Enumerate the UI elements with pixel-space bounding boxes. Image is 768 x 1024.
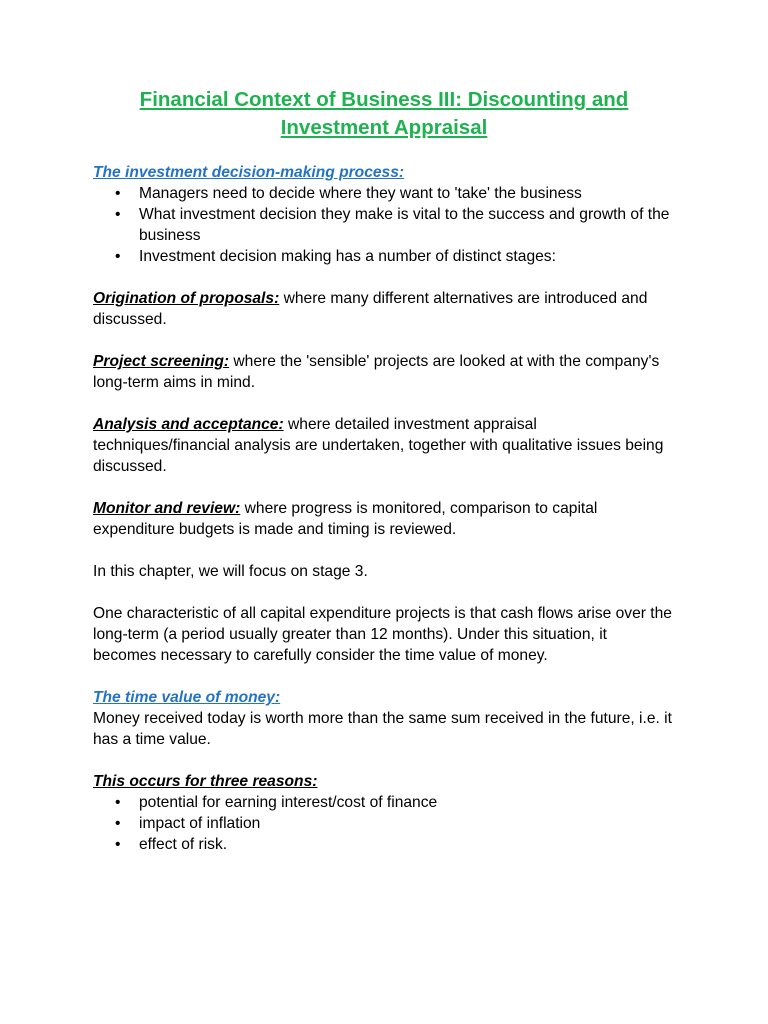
stage-label: Analysis and acceptance: [93, 416, 284, 433]
list-item: • What investment decision they make is vital to the success and growth of the business [93, 204, 673, 246]
list-item: • Managers need to decide where they want to 'take' the business [93, 183, 673, 204]
list-item: • Investment decision making has a number of distinct stages: [93, 246, 673, 267]
spacer [93, 582, 673, 603]
spacer [93, 540, 673, 561]
spacer [93, 750, 673, 771]
stage-monitor [93, 498, 673, 540]
stage-text: where detailed investment appraisal techniques/financial analysis are undertaken, together with qualitative issues being discussed. [93, 416, 664, 475]
stage-analysis [93, 414, 673, 477]
characteristic-paragraph: One characteristic of all capital expenditure projects is that cash flows arise over the long-term (a period usually greater than 12 months). Under this situation, it becomes necessary to carefully consider the time value of money. [93, 605, 672, 664]
stage-text: where the 'sensible' projects are looked at with the company's long-term aims in mind. [93, 353, 660, 391]
spacer [93, 666, 673, 687]
stage-origination [93, 288, 673, 330]
spacer [93, 267, 673, 288]
list-item: • effect of risk. [93, 834, 673, 855]
investment-process-heading: The investment decision-making process: [93, 164, 405, 181]
spacer [93, 330, 673, 351]
title-line-2: Investment Appraisal [280, 116, 488, 139]
stage-label: Origination of proposals: [93, 290, 280, 307]
list-item: • potential for earning interest/cost of finance [93, 792, 673, 813]
stage-label: Monitor and review: [93, 500, 241, 517]
stage-screening [93, 351, 673, 393]
stage-text: where many different alternatives are introduced and discussed. [93, 290, 648, 328]
focus-paragraph: In this chapter, we will focus on stage 3. [93, 563, 368, 580]
document-body [93, 162, 673, 855]
document-title [93, 86, 675, 142]
stage-text: where progress is monitored, comparison to capital expenditure budgets is made and timing is reviewed. [93, 500, 598, 538]
spacer [93, 393, 673, 414]
list-item: • impact of inflation [93, 813, 673, 834]
reasons-list [93, 792, 673, 855]
stage-label: Project screening: [93, 353, 230, 370]
spacer [93, 477, 673, 498]
investment-process-list [93, 183, 673, 267]
title-line-1: Financial Context of Business III: Discounting and [139, 88, 629, 111]
time-value-heading: The time value of money: [93, 689, 281, 706]
reasons-heading: This occurs for three reasons: [93, 773, 318, 790]
time-value-paragraph: Money received today is worth more than the same sum received in the future, i.e. it has a time value. [93, 710, 672, 748]
